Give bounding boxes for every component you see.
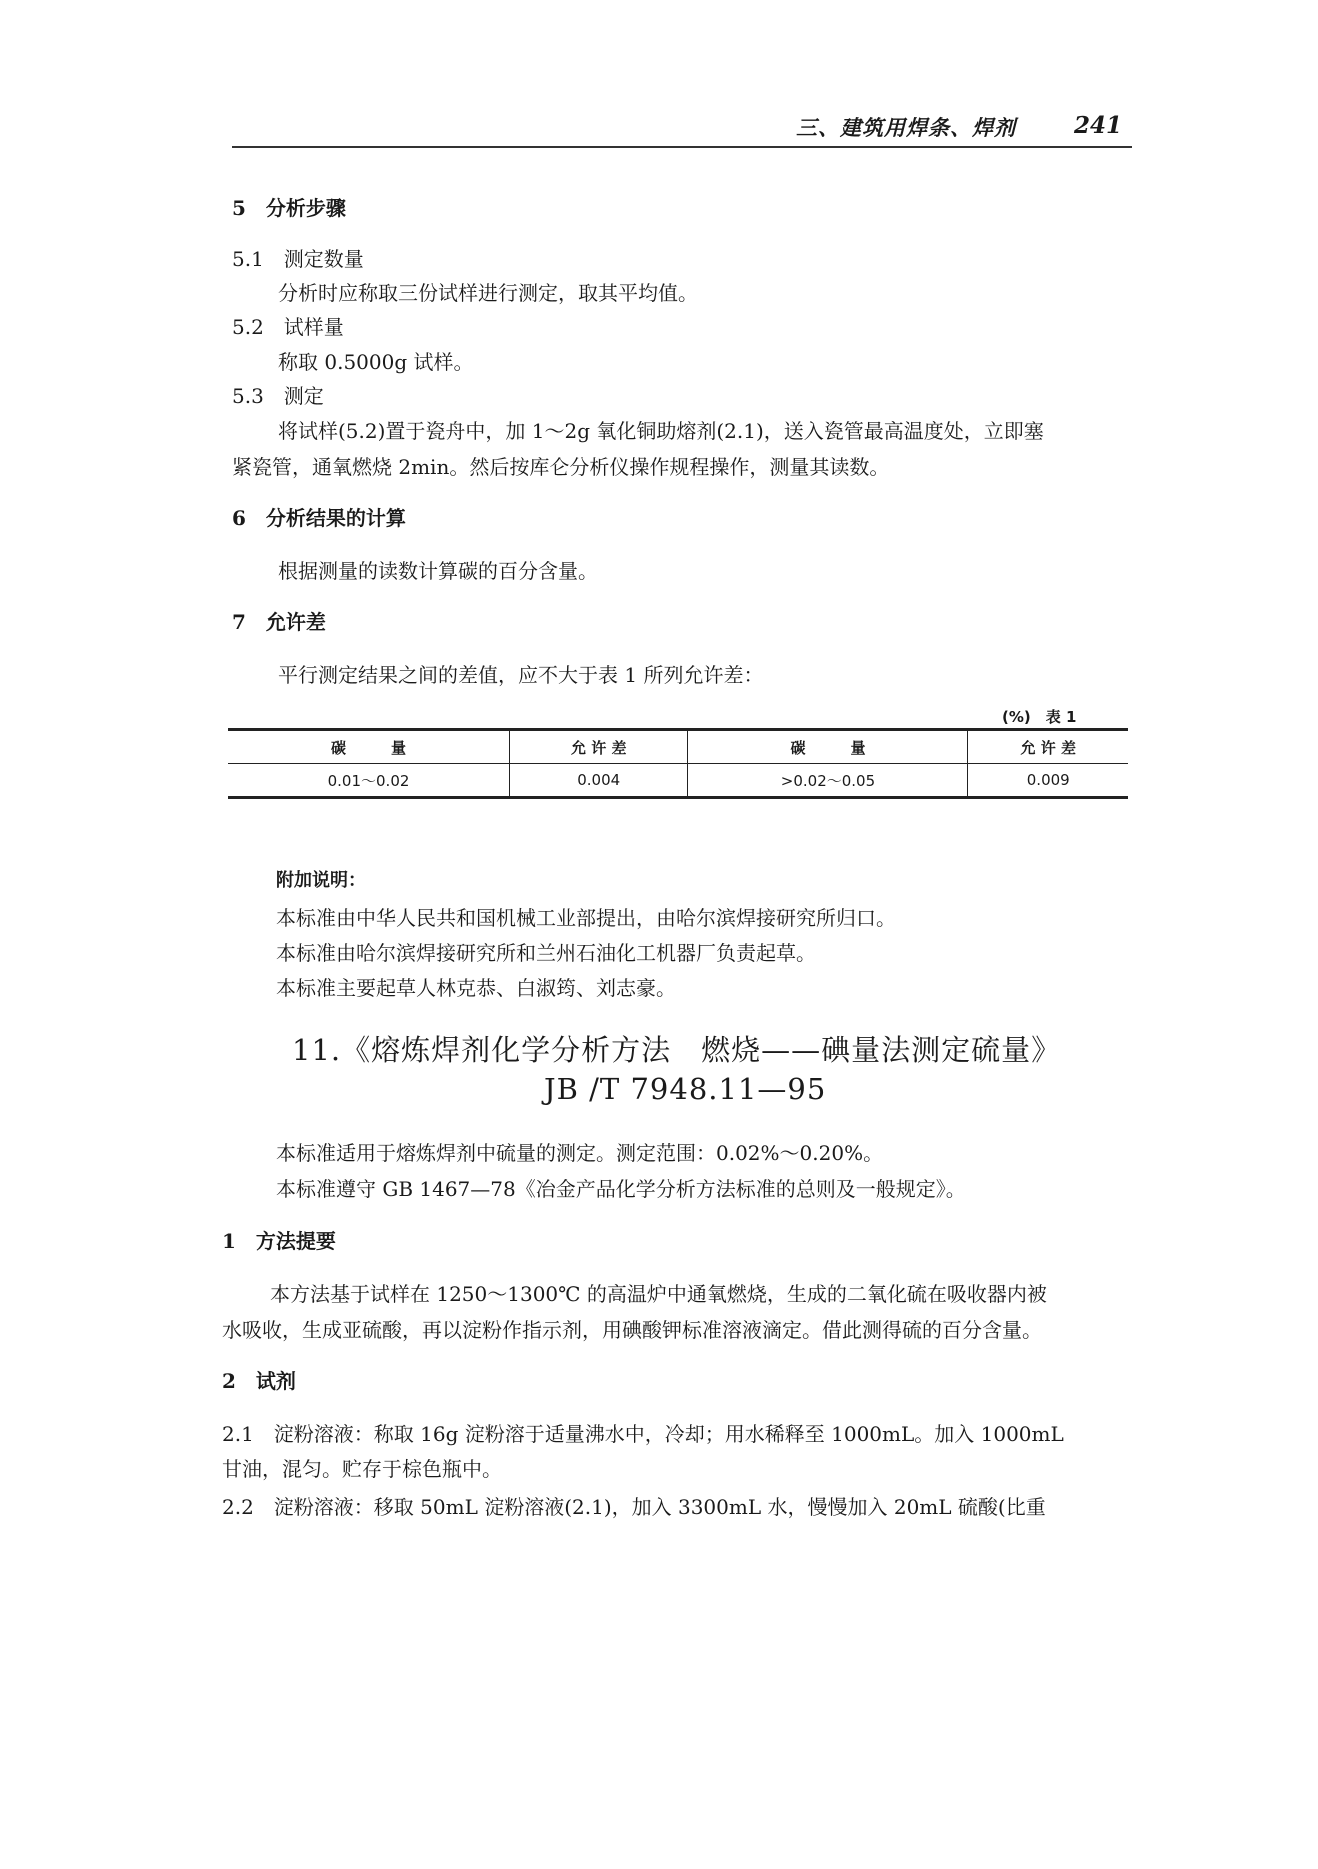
- notes-line-2: 本标准由哈尔滨焊接研究所和兰州石油化工机器厂负责起草。: [276, 941, 816, 965]
- table-cell: >0.02～0.05: [688, 764, 968, 798]
- section-5-3-line2: 紧瓷管，通氧燃烧 2min。然后按库仑分析仪操作规程操作，测量其读数。: [232, 455, 890, 479]
- header-rule: [232, 146, 1132, 148]
- table-header-tolerance-2: 允 许 差: [968, 730, 1128, 764]
- std11-section-2-1-line1: 2.1 淀粉溶液：称取 16g 淀粉溶于适量沸水中，冷却；用水稀释至 1000mL。加入 1000mL: [222, 1422, 1064, 1446]
- tolerance-table: [228, 728, 1128, 799]
- notes-line-1: 本标准由中华人民共和国机械工业部提出，由哈尔滨焊接研究所归口。: [276, 906, 896, 930]
- notes-line-3: 本标准主要起草人林克恭、白淑筠、刘志豪。: [276, 976, 676, 1000]
- table-cell: 0.004: [510, 764, 688, 798]
- table-cell: 0.009: [968, 764, 1128, 798]
- table-header-carbon-2: 碳 量: [688, 730, 968, 764]
- standard-11-compliance: 本标准遵守 GB 1467—78《冶金产品化学分析方法标准的总则及一般规定》。: [276, 1177, 966, 1201]
- table-cell: 0.01～0.02: [228, 764, 510, 798]
- section-6-text: 根据测量的读数计算碳的百分含量。: [278, 559, 598, 583]
- table-row: [228, 764, 1128, 798]
- section-5-2-text: 称取 0.5000g 试样。: [278, 350, 474, 374]
- std11-section-2-2-line1: 2.2 淀粉溶液：移取 50mL 淀粉溶液(2.1)，加入 3300mL 水，慢慢加入 20mL 硫酸(比重: [222, 1495, 1046, 1519]
- std11-section-1-line2: 水吸收，生成亚硫酸，再以淀粉作指示剂，用碘酸钾标准溶液滴定。借此测得硫的百分含量。: [222, 1318, 1042, 1342]
- section-7-text: 平行测定结果之间的差值，应不大于表 1 所列允许差：: [278, 663, 764, 687]
- std11-section-2-heading: 2 试剂: [222, 1369, 296, 1393]
- section-5-2-title: 5.2 试样量: [232, 315, 344, 339]
- standard-11-code: JB /T 7948.11—95: [544, 1072, 827, 1106]
- section-5-3-line1: 将试样(5.2)置于瓷舟中，加 1～2g 氧化铜助熔剂(2.1)，送入瓷管最高温度处，立即塞: [278, 419, 1044, 443]
- std11-section-1-heading: 1 方法提要: [222, 1229, 336, 1253]
- running-title: 三、建筑用焊条、焊剂: [796, 115, 1016, 140]
- std11-section-1-line1: 本方法基于试样在 1250～1300℃ 的高温炉中通氧燃烧，生成的二氧化硫在吸收器内被: [270, 1282, 1047, 1306]
- notes-heading: 附加说明：: [276, 870, 366, 891]
- std11-section-2-1-line2: 甘油，混匀。贮存于棕色瓶中。: [222, 1457, 502, 1481]
- section-7-heading: 7 允许差: [232, 610, 326, 634]
- section-5-heading: 5 分析步骤: [232, 196, 346, 220]
- table-header-tolerance-1: 允 许 差: [510, 730, 688, 764]
- section-5-3-title: 5.3 测定: [232, 384, 324, 408]
- standard-11-scope: 本标准适用于熔炼焊剂中硫量的测定。测定范围：0.02%～0.20%。: [276, 1141, 884, 1165]
- section-5-1-text: 分析时应称取三份试样进行测定，取其平均值。: [278, 281, 698, 305]
- standard-11-title: 11.《熔炼焊剂化学分析方法 燃烧——碘量法测定硫量》: [292, 1033, 1062, 1067]
- section-6-heading: 6 分析结果的计算: [232, 506, 406, 530]
- table-1-label: (%) 表 1: [1002, 708, 1077, 726]
- page-number: 241: [1074, 112, 1123, 139]
- table-header-row: [228, 730, 1128, 764]
- section-5-1-title: 5.1 测定数量: [232, 247, 364, 271]
- table-header-carbon-1: 碳 量: [228, 730, 510, 764]
